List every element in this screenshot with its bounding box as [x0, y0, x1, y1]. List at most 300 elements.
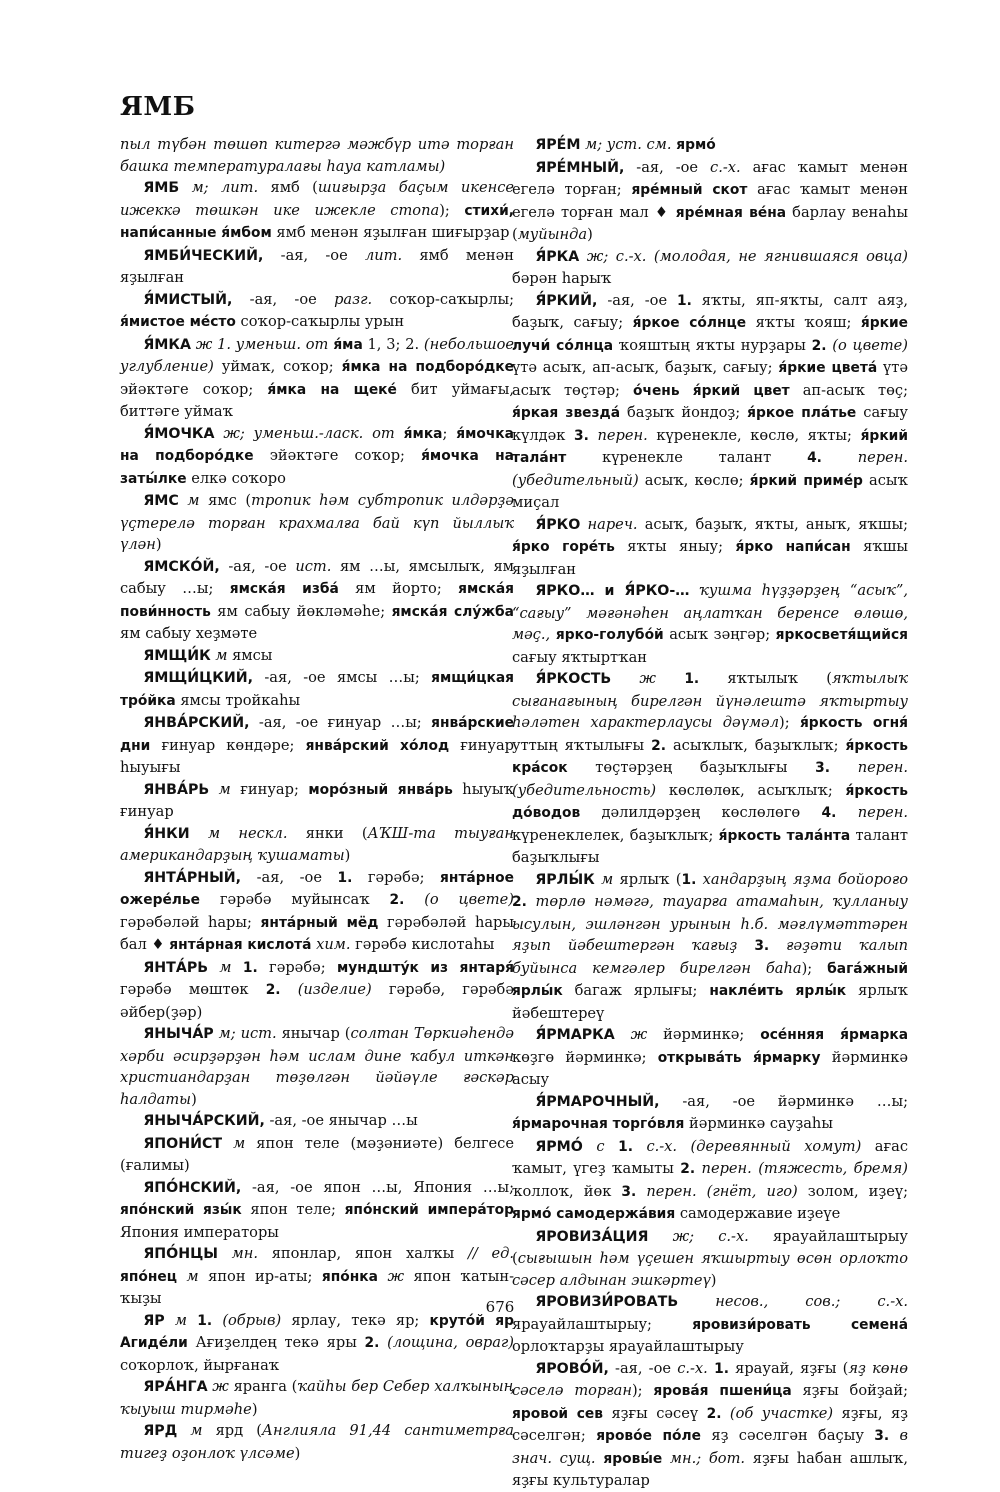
phrase: яре́мная ве́на	[669, 204, 787, 221]
phrase: я́ркое пла́тье	[747, 405, 857, 421]
phrase: янта́рная кислота́	[164, 937, 312, 953]
entry-yamskoy	[120, 556, 514, 645]
gram-label: перен.	[588, 426, 648, 444]
headword: Я́РКО	[535, 516, 581, 533]
translation: );	[631, 1382, 654, 1399]
phrase: моро́зный янва́рь	[308, 781, 453, 798]
entry-yanychar	[120, 1023, 514, 1110]
translation: -ая, -ое ғинуар …ы;	[249, 714, 432, 731]
phrase: я́ркое со́лнце	[632, 315, 747, 331]
translation: )	[191, 1090, 197, 1108]
definition: ҡайһы бер Себер халҡының ҡыуыш тирмәһе	[120, 1378, 514, 1418]
gram-label: с.-х.	[710, 158, 741, 176]
sense-number: 1.	[681, 871, 697, 888]
translation: )	[294, 1444, 301, 1462]
translation: Ағиҙелдең текә яры	[187, 1334, 365, 1351]
gram-label: м; уст. см.	[580, 136, 672, 153]
sense-number: 2.	[512, 894, 527, 910]
entry-yarky	[512, 290, 908, 514]
headword: ЯМЩИ́К	[143, 647, 211, 664]
translation: ;	[442, 424, 457, 442]
headword: ЯПО́НЦЫ	[143, 1246, 218, 1262]
translation: күренекле, көслө, яҡты;	[647, 426, 861, 444]
phrase: бага́жный ярлы́к	[512, 960, 908, 999]
cross-reference: я́мка	[394, 425, 443, 442]
entry-yantar	[120, 957, 514, 1024]
translation: яҙғы һабан ашлыҡ, яҙғы культуралар	[512, 1449, 909, 1489]
translation: -ая, -ое йәрминкә …ы;	[659, 1092, 908, 1110]
headword: ЯНЫЧА́РСКИЙ,	[143, 1113, 265, 1129]
phrase: я́мка на подборо́дке	[341, 359, 514, 375]
headword: ЯРЛЫ́К	[535, 871, 595, 888]
gram-label: ж; с.-х.	[579, 247, 647, 265]
translation: ярауайлаштырыу (	[512, 1227, 908, 1267]
translation: яҙ сәселгән баҫыу	[701, 1427, 875, 1444]
gram-label: перен.	[636, 1182, 697, 1200]
sense-number: 3.	[874, 1428, 890, 1444]
translation: -ая, -ое	[241, 868, 338, 886]
sense-number: 2.	[389, 892, 405, 908]
phrase: я́мистое ме́сто	[120, 314, 236, 330]
entry-yarkost	[512, 668, 908, 869]
headword: ЯРМО́	[535, 1138, 583, 1155]
definition: (деревянный хомут)	[677, 1137, 862, 1155]
definition: (об участке)	[721, 1404, 834, 1422]
translation: 1, 3;	[362, 335, 406, 353]
translation: ямсы тройкаһы	[175, 691, 301, 709]
phrase: я́рмарочная торго́вля	[512, 1116, 685, 1132]
translation: йәрминкә;	[647, 1026, 761, 1043]
entry-yarmarka	[512, 1024, 908, 1091]
translation: ярд (	[202, 1422, 262, 1439]
headword: ЯНТА́РЬ	[143, 959, 209, 976]
translation: -ая, -ое	[624, 158, 711, 176]
phrase: япо́нский язы́к	[120, 1202, 242, 1218]
phrase: ярова́я пшени́ца	[653, 1383, 792, 1399]
phrase: ямска́я слу́жба	[391, 603, 514, 620]
headword: ЯРА́НГА	[143, 1379, 208, 1395]
definition: солтан Төркиәһендә хәрби әсирҙәрҙән һәм ислам дине ҡабул иткән христиандарҙан төҙөлгән йәйәүле ғәскәр һалдаты	[120, 1025, 514, 1108]
entry-yarka	[512, 246, 908, 290]
phrase: я́рко напи́сан	[735, 539, 851, 555]
diamond-icon: ♦	[151, 936, 165, 953]
translation: сағыу күлдәк	[512, 404, 909, 444]
translation: асыҡ, көслө;	[638, 471, 750, 489]
sense-number: 3.	[815, 760, 831, 776]
gram-label: с	[582, 1137, 605, 1155]
definition: (обрыв)	[212, 1311, 282, 1329]
headword: ЯНВА́РЬ	[143, 781, 210, 798]
translation: яҡтылыҡ (	[699, 670, 832, 687]
gram-label: // ед.	[467, 1245, 515, 1262]
entry-yamochka	[120, 423, 514, 491]
gram-label: ж	[614, 1026, 648, 1043]
translation: ҡоллоҡ, йөк	[512, 1182, 622, 1200]
phrase: ямска́я пови́нность	[120, 581, 515, 620]
definition: ғәҙәти ҡалып буйынса кемгәлер бирелгән баһа	[512, 937, 908, 977]
sense-number: 1.	[677, 292, 692, 309]
phrase: янва́рские дни	[120, 715, 514, 754]
translation: ям сабыу хеҙмәте	[120, 625, 258, 642]
translation: );	[779, 714, 800, 731]
translation: самодержавие иҙеүе	[675, 1205, 841, 1222]
phrase: осе́нняя я́рмарка	[760, 1027, 909, 1043]
sense-number: 1.	[231, 959, 258, 976]
translation: яҡты яныу;	[614, 538, 736, 555]
definition: (о цвете)	[404, 891, 514, 908]
translation: яҙғы бойҙай;	[791, 1382, 909, 1399]
headword: ЯРЕ́М	[535, 137, 581, 153]
gram-label: мн.; бот.	[662, 1449, 746, 1467]
phrase: я́ркость кра́сок	[512, 737, 908, 776]
definition: (молодая, не ягнившаяся овца)	[646, 247, 909, 265]
translation: яҡты ҡояш;	[746, 314, 861, 331]
gram-label: м	[164, 1311, 187, 1329]
sense-number: 2.	[680, 1161, 696, 1177]
translation: бит уймағы, биттәге уймаҡ	[120, 380, 515, 420]
phrase: яровой сев	[512, 1405, 603, 1422]
phrase: япо́нец	[120, 1268, 177, 1285]
phrase: ямска́я изба́	[229, 581, 339, 597]
entry-yanvarsky	[120, 712, 514, 779]
translation: эйәктәге соҡор;	[120, 380, 268, 398]
entry-yamb	[120, 177, 514, 245]
headword: ЯНЫЧА́Р	[143, 1026, 214, 1042]
gram-label: перен.	[695, 1160, 752, 1177]
translation: асыҡ, баҙыҡ, яҡты, аныҡ, яҡшы;	[637, 515, 908, 533]
gram-label: м; ист.	[213, 1025, 277, 1042]
translation: -ая, -ое	[232, 290, 335, 308]
entry-yarmarochny	[512, 1091, 908, 1136]
entry-continuation: пыл түбән төшөп китергә мәжбүр итә торған башка температуралағы һауа катламы)	[120, 136, 514, 175]
gram-label: с.-х.	[677, 1359, 708, 1377]
translation: талант баҙыҡлығы	[512, 826, 908, 866]
translation: )	[344, 847, 351, 864]
gram-label: ж 1. уменьш. от	[190, 335, 329, 353]
phrase: япо́нский импера́тор	[344, 1202, 514, 1218]
translation: баҙыҡ йондоҙ;	[620, 404, 748, 421]
phrase: яровы́е	[595, 1450, 663, 1467]
sense-number: 1.	[186, 1312, 213, 1329]
translation: -ая, -ое	[263, 246, 365, 264]
translation: япон теле;	[241, 1201, 345, 1218]
translation: ямб менән яҙылған шиғырҙар	[271, 224, 510, 241]
phrase: я́ркая звезда́	[512, 405, 621, 421]
headword: ЯРКО… и Я́РКО-…	[535, 583, 690, 599]
definition: Англияла 91,44 сантиметрға тигеҙ оҙонлоҡ үлсәме	[120, 1422, 514, 1462]
phrase: я́ркость огня́	[799, 715, 909, 731]
sense-number: 2.	[706, 1405, 722, 1422]
translation: ағас ҡамыт, үгеҙ ҡамыты	[512, 1137, 908, 1177]
translation: ямб менән яҙылған	[120, 246, 514, 286]
gram-label: м	[208, 958, 232, 976]
translation: сағыу яҡтыртҡан	[512, 648, 648, 666]
gram-label: м	[594, 870, 614, 888]
translation: йәрминкә сауҙаһы	[684, 1115, 833, 1132]
translation: япон ҡатын-ҡыҙы	[120, 1267, 515, 1307]
gram-label: ж	[377, 1267, 405, 1285]
sense-number: 2.	[651, 737, 666, 754]
translation: )	[710, 1271, 717, 1289]
gram-label: м; лит.	[191, 179, 259, 196]
translation: ғинуар һыуығы	[120, 736, 514, 776]
page-number: 676	[485, 1298, 515, 1316]
entry-yarko	[512, 514, 908, 581]
translation: );	[801, 959, 828, 977]
entry-yamshchik	[120, 645, 514, 668]
translation: япон теле (мәҙәниәте) белгесе (ғалимы)	[120, 1134, 514, 1174]
entry-yarmo	[512, 1136, 908, 1226]
headword: Я́НКИ	[143, 825, 190, 842]
definition: шиғырҙа баҫым икенсе ижеккә төшкән ике ижекле стопа	[120, 179, 515, 219]
gram-label: ист.	[295, 557, 332, 575]
definition: яҡтылыҡ сығанағының бирелгән йүнәлештә яҡтыртыу һәләтен характерлаусы дәүмәл	[512, 670, 908, 731]
entry-yams	[120, 490, 514, 556]
definition: (тяжесть, бремя)	[751, 1160, 909, 1177]
translation: -ая, -ое	[597, 291, 678, 309]
translation: яҡшы яҙылған	[512, 538, 908, 578]
entry-yanycharsky	[120, 1110, 514, 1133]
translation: япон ир-аты;	[198, 1267, 322, 1285]
sense-number: 1.	[707, 1360, 729, 1377]
headword: ЯРЕ́МНЫЙ,	[535, 159, 625, 176]
phrase: япо́нка	[321, 1268, 378, 1285]
translation: күренекле талант	[566, 449, 808, 466]
entry-yarlyk	[512, 869, 908, 1025]
definition: муйында	[517, 226, 588, 243]
gram-label: ж; уменьш.-ласк. от	[214, 424, 395, 442]
headword: Я́РМАРКА	[535, 1027, 615, 1043]
gram-label: м	[178, 492, 200, 509]
sense-number: 3.	[574, 427, 589, 444]
translation: гәрәбә, гәрәбә әйбер(ҙәр)	[120, 981, 514, 1021]
headword: ЯНТА́РНЫЙ,	[143, 869, 242, 886]
translation: асыҡ миҫал	[512, 471, 908, 511]
sense-number: 2.	[811, 337, 827, 354]
phrase: я́мочка на заты́лке	[120, 448, 514, 487]
translation: золом, иҙеү;	[797, 1182, 909, 1200]
definition: (гнёт, иго)	[696, 1182, 798, 1200]
entry-yambichesky	[120, 245, 514, 289]
gram-label: м	[209, 780, 231, 798]
translation: )	[155, 536, 162, 553]
definition: хандарҙың яҙма бойороғо	[696, 870, 908, 888]
phrase: я́ркий тала́нт	[512, 427, 909, 466]
translation: -ая, -ое	[608, 1359, 678, 1377]
translation: -ая, -ое янычар …ы	[264, 1112, 418, 1129]
translation: японлар, япон халҡы	[258, 1245, 468, 1262]
translation: Япония императоры	[120, 1223, 279, 1241]
entry-yaryomny	[512, 157, 908, 246]
left-column	[120, 134, 514, 1464]
definition: АҠШ-та тыуған американдарҙың ҡушаматы	[120, 824, 514, 864]
headword: Я́РКА	[535, 248, 580, 265]
headword: ЯРОВИЗА́ЦИЯ	[535, 1228, 649, 1245]
translation: асыҡлыҡ, баҙыҡлыҡ;	[666, 736, 846, 754]
translation: ҡояштың яҡты нурҙары	[613, 336, 812, 354]
definition: ҡушма һүҙҙәрҙең “асыҡ”, “сағыу” мәғәнәһен аңлатҡан беренсе өлөшө, мәҫ.,	[512, 582, 908, 643]
definition: (лощина, овраг)	[379, 1334, 514, 1351]
headword: ЯНВА́РСКИЙ,	[143, 715, 250, 731]
translation: ярлау, текә яр;	[281, 1311, 430, 1329]
entry-yanvar	[120, 779, 514, 823]
translation: соҡор-саҡырлы;	[372, 290, 515, 308]
phrase: янта́рное ожере́лье	[120, 869, 514, 908]
phrase: ярово́е по́ле	[596, 1428, 701, 1444]
translation: уймаҡ, соҡор;	[213, 358, 342, 375]
gram-label: хим.	[311, 936, 351, 953]
translation: барлау венаһы (	[512, 203, 909, 243]
phrase: я́ркие цвета́	[778, 360, 878, 376]
translation: янки (	[287, 824, 368, 842]
definition: (изделие)	[280, 981, 372, 998]
entry-yaponsky	[120, 1177, 514, 1244]
headword: ЯПО́НСКИЙ,	[143, 1179, 242, 1196]
gram-label: с.-х.	[632, 1137, 678, 1155]
phrase: о́чень я́ркий цвет	[633, 382, 790, 399]
entry-yaryom	[512, 134, 908, 157]
gram-label: несов., сов.; с.-х.	[678, 1293, 908, 1310]
phrase: яровизи́ровать семена́	[692, 1316, 909, 1333]
entry-yarovoy	[512, 1358, 908, 1492]
translation: уттың яҡтылығы	[512, 736, 652, 754]
translation: ярлыҡ (	[613, 870, 682, 888]
entry-yanki	[120, 823, 514, 867]
gram-label: перен.	[830, 759, 908, 776]
headword: Я́РКИЙ,	[535, 292, 598, 309]
translation: үтә асыҡ, ап-асыҡ, баҙыҡ, сағыу;	[512, 359, 779, 376]
sense-number: 1.	[656, 671, 700, 687]
cross-reference: ярмо́	[671, 137, 716, 153]
gram-label: м	[222, 1134, 246, 1152]
phrase: янта́рный мёд	[260, 914, 379, 931]
phrase: я́мка на щеке́	[267, 381, 397, 398]
translation: көҙгө йәрминкә;	[512, 1048, 658, 1066]
headword: ЯМБ	[143, 180, 180, 196]
definition: төрлө нәмәгә, тауарға атамаһын, ҡулланыу ысулын, эшләнгән урынын һ.б. мәғлүмәттәрен яҙып йәбештергән ҡағыҙ	[512, 893, 908, 954]
phrase: я́мочка на подборо́дке	[120, 425, 514, 464]
entry-yar	[120, 1310, 514, 1377]
sense-number: 4.	[821, 805, 837, 821]
gram-label: лит.	[364, 246, 403, 264]
translation: ап-асыҡ төҫ;	[789, 381, 908, 399]
definition: (о цвете)	[826, 336, 908, 354]
phrase: я́ркие лучи́ со́лнца	[512, 315, 908, 354]
gram-label: ж	[611, 670, 656, 687]
translation: яҡты, яп-яҡты, салт аяҙ, баҙыҡ, сағыу;	[512, 291, 908, 331]
sense-number: 4.	[807, 450, 822, 466]
translation: күренеклелек, баҙыҡлыҡ;	[512, 826, 719, 844]
translation: көслөлөк, асыҡлыҡ;	[656, 781, 846, 799]
translation: ям сабыу йөкләмәһе;	[210, 602, 392, 620]
right-column	[512, 134, 908, 1492]
definition: (убедительный)	[512, 471, 639, 489]
gram-label: мн.	[217, 1245, 259, 1262]
phrase: стихи́, напи́санные я́мбом	[120, 202, 515, 241]
headword: ЯМС	[143, 493, 179, 509]
translation: ям йорто;	[338, 580, 459, 597]
translation: ағас ҡамыт менән егелә торған;	[512, 158, 908, 198]
translation: елкә соҡоро	[186, 469, 286, 487]
sense-number: 2.	[265, 982, 281, 998]
translation: ғинуар көндәре;	[150, 736, 306, 754]
phrase: яркосветя́щийся	[775, 627, 908, 643]
cross-reference: я́ма	[328, 336, 363, 353]
translation: үтә асыҡ төҫтәр;	[512, 359, 908, 399]
sense-number: 2.	[405, 335, 420, 353]
translation: )	[587, 226, 593, 243]
sense-number: 2.	[364, 1335, 380, 1351]
translation: төҫтәрҙең баҙыҡлығы	[567, 759, 816, 776]
headword: Я́РМАРОЧНЫЙ,	[535, 1093, 660, 1110]
gram-label: в знач. сущ.	[512, 1427, 909, 1467]
translation: -ая, -ое ямсы …ы;	[252, 669, 432, 686]
translation: ярауайлаштырыу;	[512, 1315, 693, 1333]
headword: Я́РКОСТЬ	[535, 671, 612, 687]
definition: (убедительность)	[512, 781, 657, 799]
phrase: я́ркость до́водов	[512, 782, 908, 821]
entry-yarko-prefix	[512, 580, 908, 668]
definition: тропик һәм субтропик илдәрҙә үҫтерелә торған крахмалға бай күп йыллыҡ үлән	[120, 492, 515, 553]
phrase: ярко-голубо́й	[550, 627, 664, 643]
translation: ям …ы, ямсылыҡ, ям сабыу …ы;	[120, 557, 515, 597]
translation: гәрәбә муйынсаҡ	[200, 891, 390, 908]
definition: (небольшое углубление)	[120, 335, 515, 375]
translation: гәрәбәләй һары бал	[120, 913, 514, 953]
translation: бәрән һарыҡ	[512, 270, 612, 287]
phrase: янва́рский хо́лод	[305, 737, 450, 754]
gram-label: м	[210, 646, 228, 664]
sense-number: 3.	[621, 1183, 637, 1200]
phrase: открыва́ть я́рмарку	[657, 1049, 821, 1066]
phrase: яре́мный скот	[631, 182, 748, 198]
translation: йәрминкә асыу	[512, 1048, 908, 1088]
gram-label: м	[177, 1267, 199, 1285]
diamond-icon: ♦	[654, 203, 670, 221]
entry-yamka	[120, 334, 514, 423]
phrase: ярмо́ самодержа́вия	[512, 1206, 676, 1222]
translation: соҡор-саҡырлы урын	[235, 313, 405, 330]
headword: Я́МИСТЫЙ,	[143, 291, 233, 308]
phrase: я́рко горе́ть	[512, 539, 615, 555]
sense-number: 1.	[604, 1138, 633, 1155]
headword: ЯПОНИ́СТ	[143, 1135, 223, 1152]
translation: гәрәбә кислотаһы	[350, 936, 495, 953]
entry-yaranga	[120, 1376, 514, 1420]
translation: -ая, -ое	[219, 557, 296, 575]
gram-label: м нескл.	[189, 824, 288, 842]
headword: ЯР	[143, 1312, 165, 1329]
phrase: я́ркий приме́р	[749, 472, 863, 489]
gram-label: ж; с.-х.	[648, 1227, 749, 1245]
translation: асыҡ зәңгәр;	[663, 626, 776, 643]
translation: ямс (	[199, 492, 252, 509]
phrase: я́ркость тала́нта	[718, 827, 851, 844]
headword: ЯМБИ́ЧЕСКИЙ,	[143, 247, 264, 264]
definition: яҙ көнө сәселә торған	[512, 1359, 908, 1399]
definition: сығышын һәм үҫешен яҡшыртыу өсөн орлоҡто сәсер алдынан эшкәртеү	[512, 1250, 908, 1289]
translation: ярлыҡ йәбештереү	[512, 982, 909, 1022]
translation: һыуыҡ ғинуар	[120, 780, 514, 820]
translation: ярауай, яҙғы (	[728, 1359, 849, 1377]
translation: );	[439, 201, 465, 219]
gram-label: м	[177, 1422, 203, 1439]
running-head: ЯМБ	[120, 92, 196, 122]
phrase: ямщи́цкая тро́йка	[120, 670, 514, 709]
translation: гәрәбә;	[352, 868, 441, 886]
translation: ямсы	[227, 646, 273, 664]
entry-yamisty	[120, 289, 514, 334]
